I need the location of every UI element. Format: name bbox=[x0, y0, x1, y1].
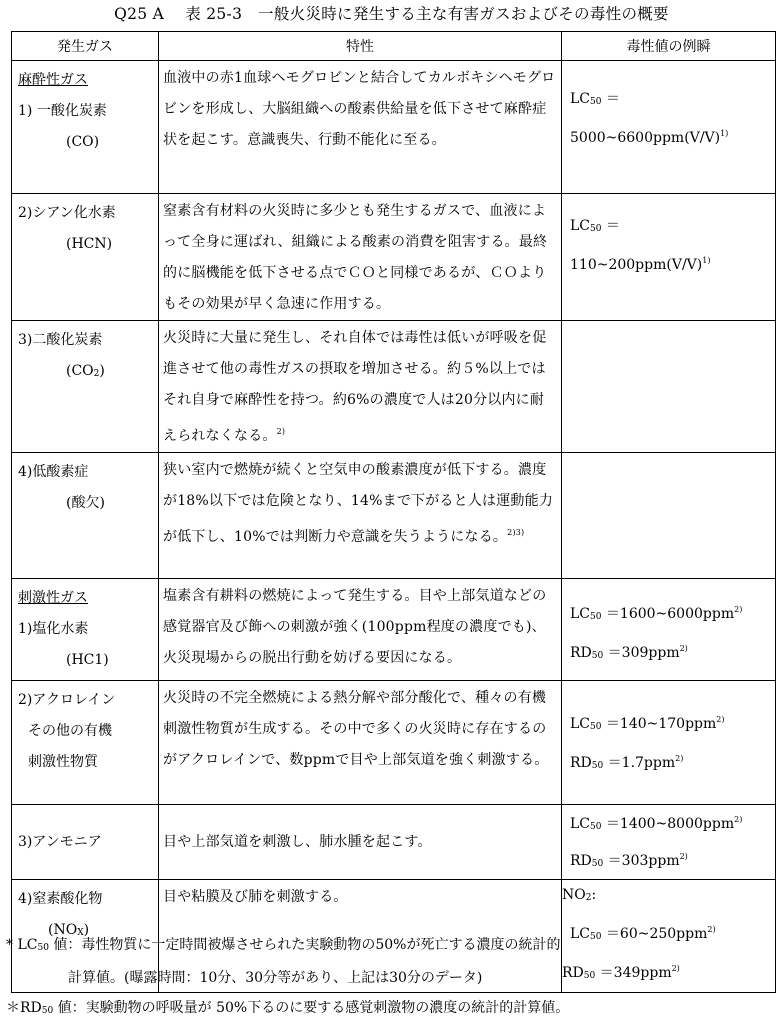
property-cell: 塩素含有耕料の燃焼によって発生する。目や上部気道などの感覚器官及び飾への刺激が強く(100ppm程度の濃度でも)、火災現場からの脱出行動を妨げる要因になる。 bbox=[159, 579, 562, 681]
toxicity-value: $LC_{50}$ ＝1400~8000ppm$^{2)}$ bbox=[570, 815, 743, 832]
gas-name: 4)窒素酸化物 bbox=[18, 891, 103, 907]
property-cell: 窒素含有材料の火災時に多少とも発生するガスで、血液によって全身に運ばれ、組織による酸素の消費を阻害する。最終的に脳機能を低下させる点でＣＯと同様であるが、ＣＯよりもその効果が早く急速に作用する。 bbox=[159, 194, 562, 321]
gas-name: 刺激性物質 bbox=[28, 754, 98, 770]
toxicity-cell bbox=[562, 453, 776, 579]
gas-name: 4)低酸素症 bbox=[18, 464, 89, 480]
toxicity-cell bbox=[562, 579, 776, 681]
gas-name: 2)シアン化水素 bbox=[18, 205, 116, 221]
page-title: Q25 A 表 25-3 一般火災時に発生する主な有害ガスおよびその毒性の概要 bbox=[114, 5, 669, 23]
gas-formula: (HCN) bbox=[66, 236, 113, 252]
toxicity-value: $NO_2$: bbox=[562, 887, 597, 903]
toxicity-cell bbox=[562, 194, 776, 321]
header-gas: 発生ガス bbox=[12, 32, 159, 61]
gas-name: 1)塩化水素 bbox=[18, 621, 89, 637]
footnote-rd50: $*RD_{50}$ 値：実験動物の呼吸量が 50%下るのに要する感覚刺激物の濃度の統計的計算値。 bbox=[6, 1000, 570, 1016]
property-cell: 血液中の赤1血球ヘモグロビンと結合してカルボキシヘモグロビンを形成し、大脳組織への酸素供給量を低下させて麻酔症状を起こす。意識喪失、行動不能化に至る。 bbox=[159, 61, 562, 194]
gas-cell bbox=[12, 321, 159, 453]
gas-name: 1) 一酸化炭素 bbox=[18, 103, 107, 119]
toxic-gas-table bbox=[11, 31, 776, 993]
toxicity-value: $110\sim 200ppm(V/V)^{1)}$ bbox=[570, 256, 711, 273]
gas-name: その他の有機 bbox=[28, 723, 112, 739]
toxicity-cell bbox=[562, 61, 776, 194]
table-row bbox=[12, 453, 776, 579]
gas-name: 3)アンモニア bbox=[18, 833, 102, 850]
property-cell: 狭い室内で燃焼が続くと空気申の酸素濃度が低下する。濃度が18%以下では危険となり、14%まで下がると人は運動能力が低下し、10%では判断力や意識を失うようになる。$^{2)3)}$ bbox=[159, 453, 562, 579]
toxicity-value: $LC_{50}$ ＝1600~6000ppm$^{2)}$ bbox=[570, 605, 743, 622]
gas-name: 3)二酸化炭素 bbox=[18, 332, 103, 348]
property-cell: 火災時の不完全燃焼による熱分解や部分酸化で、種々の有機刺激性物質が生成する。その中で多くの火災時に存在するのがアクロレインで、数ppmで目や上部気道を強く刺激する。 bbox=[159, 681, 562, 805]
gas-cell bbox=[12, 579, 159, 681]
table-row bbox=[12, 194, 776, 321]
table-row bbox=[12, 681, 776, 805]
gas-cell bbox=[12, 194, 159, 321]
category-label: 刺激性ガス bbox=[18, 590, 88, 606]
footnote-lc50-cont: 計算値。(曝露時間：10分、30分等があり、上記は30分のデータ) bbox=[68, 970, 483, 986]
table-row bbox=[12, 61, 776, 194]
footnote-lc50: * $LC_{50}$ 値：毒性物質に一定時間被爆させられた実験動物の50%が死亡する濃度の統計的 bbox=[6, 937, 561, 953]
property-cell: 火災時に大量に発生し、それ自体では毒性は低いが呼吸を促進させて他の毒性ガスの摂取を増加させる。約５%以上ではそれ自身で麻酔性を持つ。約6%の濃度で人は20分以内に耐えられなくなる。$^{2)}$ bbox=[159, 321, 562, 453]
toxicity-value: $RD_{50} =309ppm^{2)}$ bbox=[570, 644, 688, 661]
gas-formula: (CO) bbox=[66, 134, 100, 150]
toxicity-cell bbox=[562, 681, 776, 805]
gas-formula: (HC1) bbox=[66, 652, 109, 668]
gas-cell bbox=[12, 681, 159, 805]
table-header-row bbox=[12, 32, 776, 61]
toxicity-value: $RD_{50} =1.7ppm^{2)}$ bbox=[570, 754, 684, 771]
header-property: 特性 bbox=[159, 32, 562, 61]
gas-name: 2)アクロレイン bbox=[18, 692, 116, 708]
toxicity-cell bbox=[562, 805, 776, 880]
gas-formula: (酸欠) bbox=[66, 495, 105, 511]
property-cell: 目や上部気道を刺激し、肺水腫を起こす。 bbox=[159, 805, 562, 880]
gas-cell bbox=[12, 61, 159, 194]
gas-formula: $(CO_2)$ bbox=[66, 363, 105, 379]
toxicity-value: $5000\sim 6600ppm(V/V)^{1)}$ bbox=[570, 129, 729, 146]
gas-cell bbox=[12, 805, 159, 880]
footnotes bbox=[6, 930, 776, 1026]
header-toxicity: 毒性値の例瞬 bbox=[562, 32, 776, 61]
gas-cell bbox=[12, 453, 159, 579]
table-row bbox=[12, 321, 776, 453]
toxicity-value: $LC_{50}$ ＝140~170ppm$^{2)}$ bbox=[570, 715, 725, 732]
toxicity-value: $LC_{50}$ ＝ bbox=[570, 218, 620, 234]
toxicity-value: $LC_{50}$ ＝60~250ppm$^{2)}$ bbox=[570, 925, 716, 942]
toxicity-value: $LC_{50}$ ＝ bbox=[570, 91, 620, 107]
toxicity-value: $RD_{50} =303ppm^{2)}$ bbox=[570, 852, 688, 869]
table-row bbox=[12, 579, 776, 681]
property-cell: 目や粘膜及び肺を刺激する。 bbox=[159, 880, 562, 993]
category-label: 麻酔性ガス bbox=[18, 72, 88, 88]
gas-formula: $(NO_X)$ bbox=[48, 922, 90, 938]
toxicity-value: $RD_{50} =349ppm^{2)}$ bbox=[562, 964, 680, 981]
table-row bbox=[12, 805, 776, 880]
toxicity-cell bbox=[562, 321, 776, 453]
